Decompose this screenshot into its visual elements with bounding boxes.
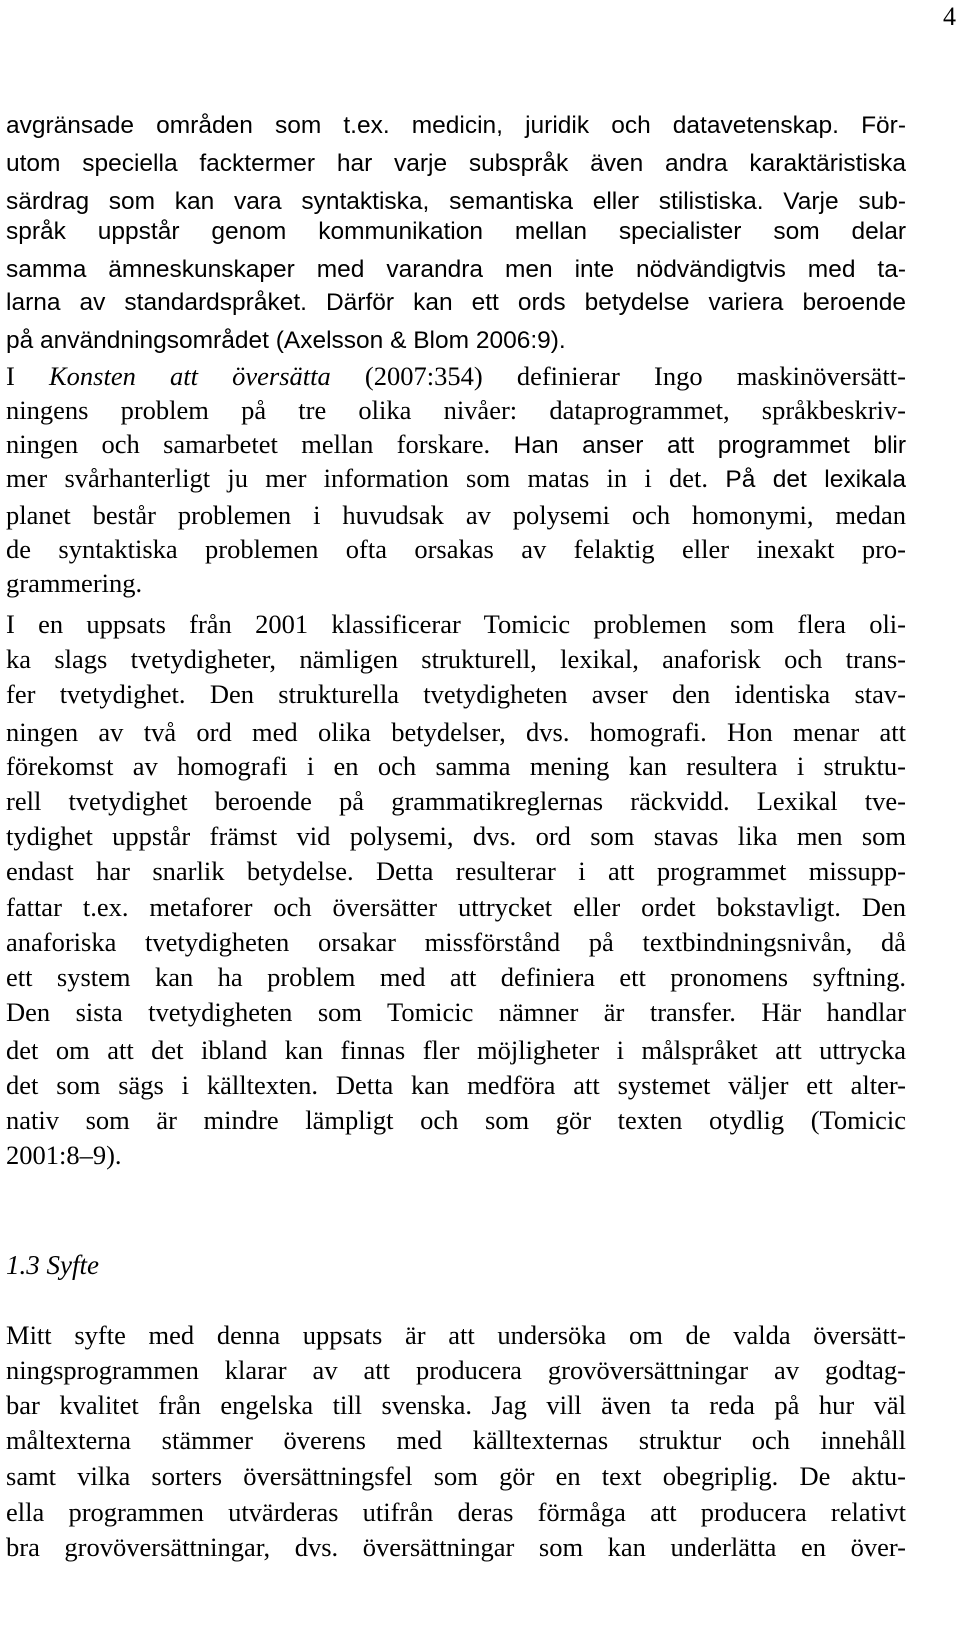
text-line: ningens problem på tre olika nivåer: dataprogrammet, språkbeskriv- (6, 395, 906, 425)
text-line: på användningsområdet (Axelsson & Blom 2006:9). (6, 327, 566, 354)
text-line: ningen av två ord med olika betydelser, dvs. homografi. Hon menar att (6, 717, 906, 747)
page-number: 4 (943, 2, 956, 31)
text-line: fer tvetydighet. Den strukturella tvetydigheten avser den identiska stav- (6, 679, 906, 709)
text-line: det som sägs i källtexten. Detta kan medföra att systemet väljer ett alter- (6, 1070, 906, 1100)
text-line: särdrag som kan vara syntaktiska, semantiska eller stilistiska. Varje sub- (6, 188, 906, 215)
text-line: anaforiska tvetydigheten orsakar missförstånd på textbindningsnivån, då (6, 927, 906, 957)
text-line: larna av standardspråket. Därför kan ett ords betydelse variera beroende (6, 289, 906, 316)
text-line: ningsprogrammen klarar av att producera grovöversättningar av godtag- (6, 1355, 906, 1385)
text-line: fattar t.ex. metaforer och översätter uttrycket eller ordet bokstavligt. Den (6, 892, 906, 922)
text-line: grammering. (6, 568, 143, 598)
text-line: avgränsade områden som t.ex. medicin, juridik och datavetenskap. För- (6, 112, 906, 139)
text-line: bar kvalitet från engelska till svenska. Jag vill även ta reda på hur väl (6, 1390, 906, 1420)
text-line: språk uppstår genom kommunikation mellan specialister som delar (6, 218, 906, 245)
text-line: utom speciella facktermer har varje subspråk även andra karaktäristiska (6, 150, 906, 177)
text-line: nativ som är mindre lämpligt och som gör texten otydlig (Tomicic (6, 1105, 906, 1135)
text-segment: I (6, 361, 49, 391)
text-line: bra grovöversättningar, dvs. översättningar som kan underlätta en över- (6, 1532, 906, 1562)
text-line (6, 357, 906, 395)
text-line: samma ämneskunskaper med varandra men inte nödvändigtvis med ta- (6, 256, 906, 283)
text-line: de syntaktiska problemen ofta orsakas av felaktig eller inexakt pro- (6, 534, 906, 564)
text-segment: mer svårhanterligt ju mer information som matas in i det. (6, 463, 708, 493)
text-segment: På det lexikala (707, 466, 906, 493)
text-line: planet består problemen i huvudsak av polysemi och homonymi, medan (6, 500, 906, 530)
text-line: tydighet uppstår främst vid polysemi, dvs. ord som stavas lika men som (6, 821, 906, 851)
text-line: I en uppsats från 2001 klassificerar Tomicic problemen som flera oli- (6, 609, 906, 639)
text-line: Den sista tvetydigheten som Tomicic nämner är transfer. Här handlar (6, 997, 906, 1027)
text-line: endast har snarlik betydelse. Detta resulterar i att programmet missupp- (6, 856, 906, 886)
text-line: 2001:8–9). (6, 1140, 122, 1170)
text-line (6, 425, 906, 463)
text-line (6, 459, 906, 497)
text-line: ett system kan ha problem med att definiera ett pronomens syftning. (6, 962, 906, 992)
text-line: Mitt syfte med denna uppsats är att undersöka om de valda översätt- (6, 1320, 906, 1350)
book-title: Konsten att översätta (48, 361, 331, 391)
section-heading: 1.3 Syfte (6, 1250, 99, 1280)
text-segment: ningen och samarbetet mellan forskare. (6, 429, 491, 459)
text-line: det om att det ibland kan finnas fler möjligheter i målspråket att uttrycka (6, 1035, 906, 1065)
text-segment: (2007:354) definierar Ingo maskinöversätt- (330, 361, 906, 391)
text-segment: Han anser att programmet blir (490, 432, 906, 459)
text-line: rell tvetydighet beroende på grammatikreglernas räckvidd. Lexikal tve- (6, 786, 906, 816)
text-line: ka slags tvetydigheter, nämligen strukturell, lexikal, anaforisk och trans- (6, 644, 906, 674)
text-line: måltexterna stämmer överens med källtexternas struktur och innehåll (6, 1425, 906, 1455)
text-line: ella programmen utvärderas utifrån deras förmåga att producera relativt (6, 1497, 906, 1527)
text-line: förekomst av homografi i en och samma mening kan resultera i struktu- (6, 751, 906, 781)
text-line: samt vilka sorters översättningsfel som gör en text obegriplig. De aktu- (6, 1461, 906, 1491)
